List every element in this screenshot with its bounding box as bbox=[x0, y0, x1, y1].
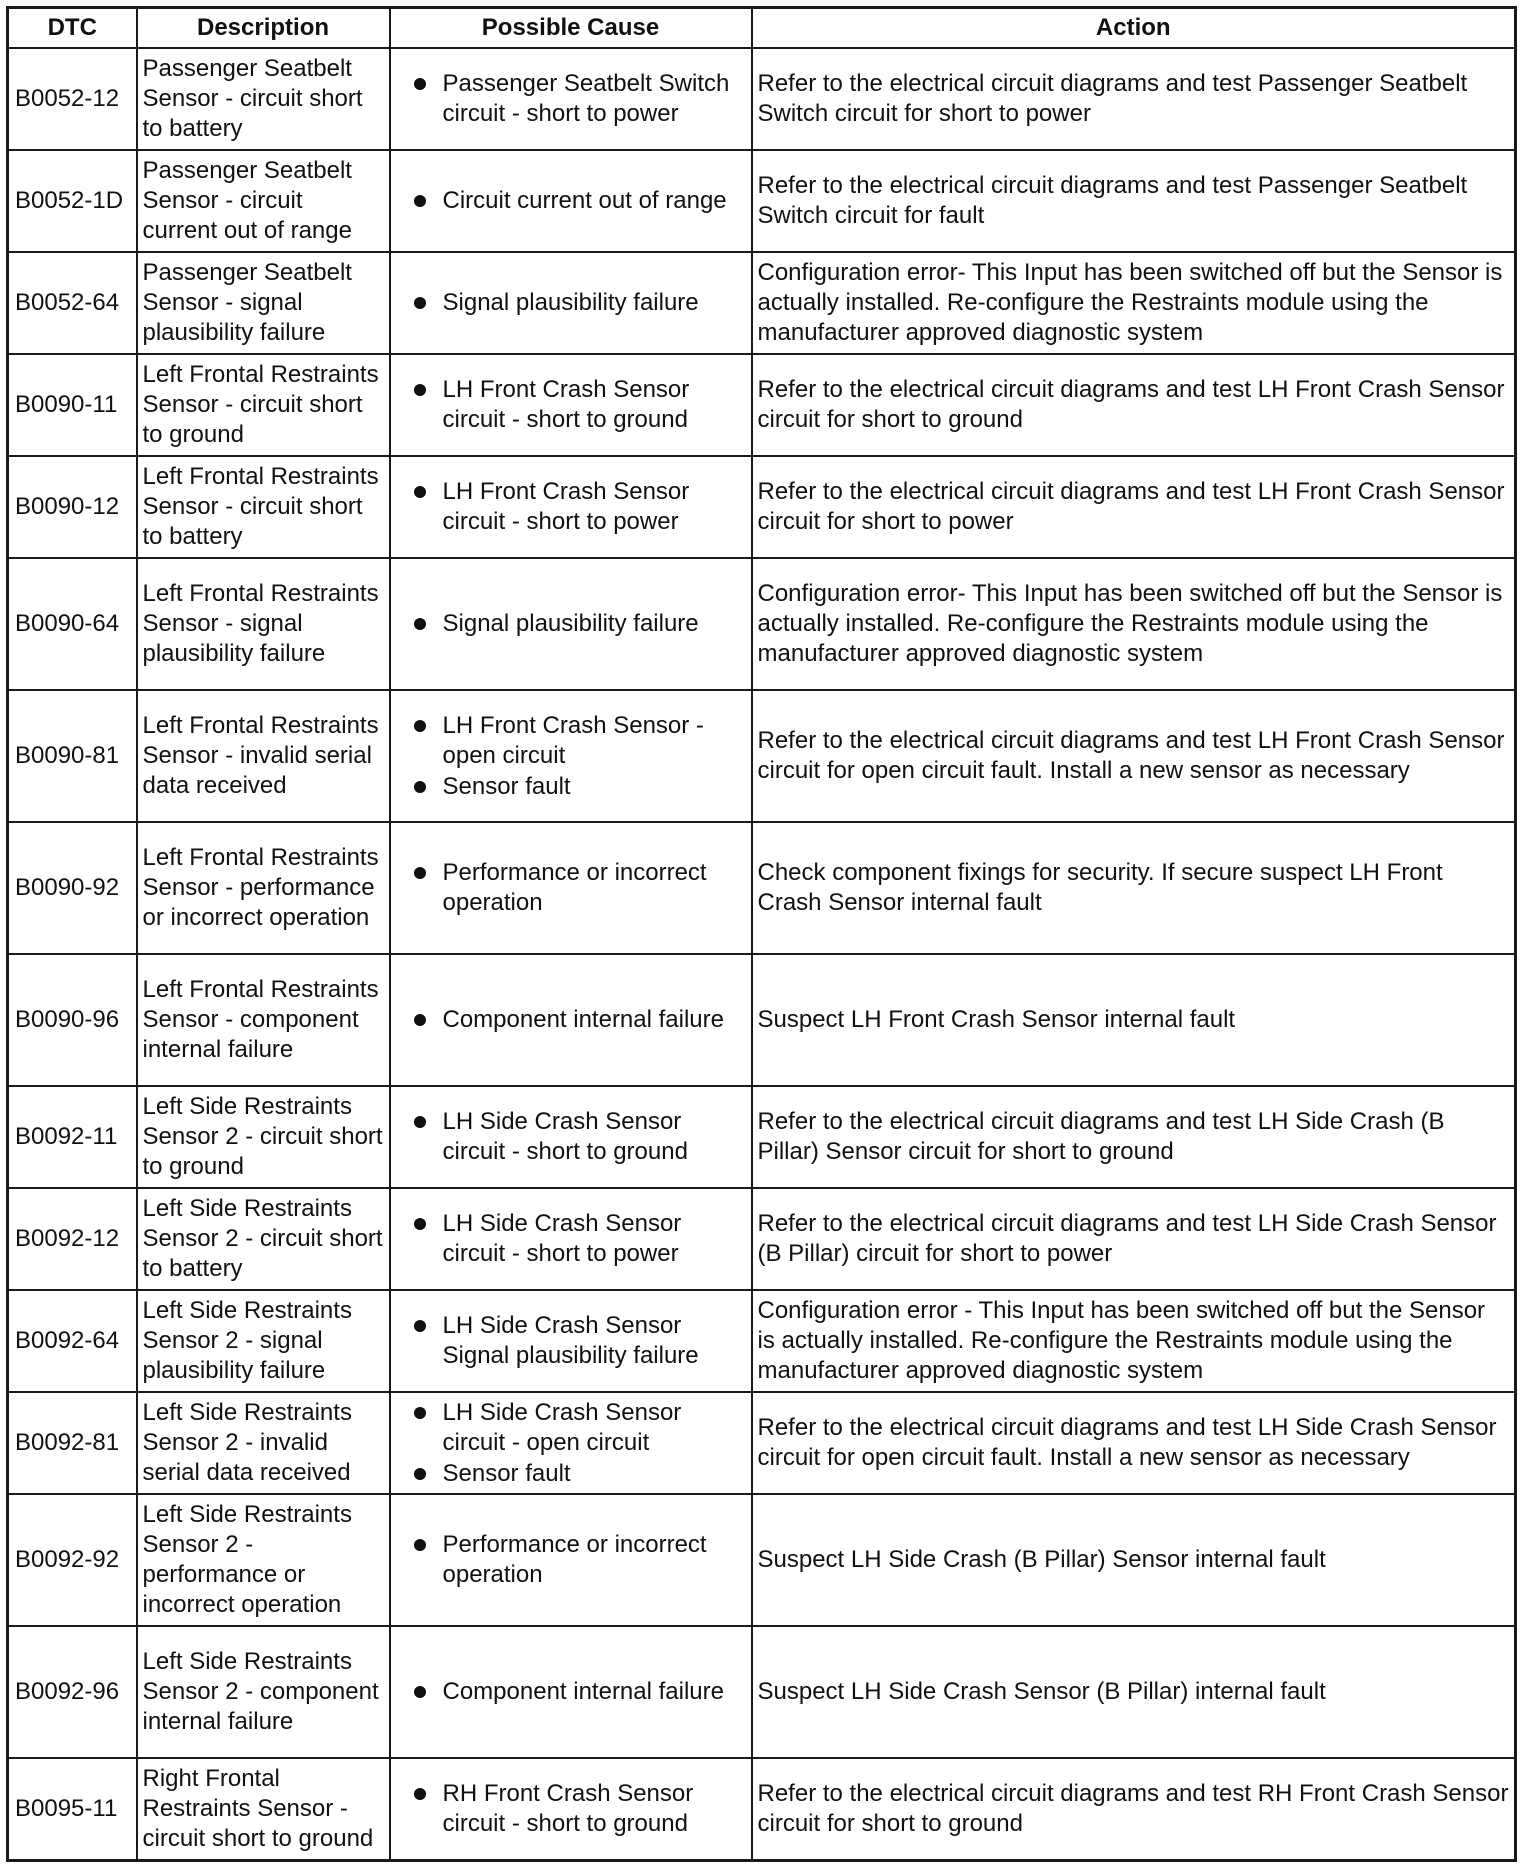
action-text: Refer to the electrical circuit diagrams and test RH Front Crash Sensor circuit for short to ground bbox=[752, 1758, 1516, 1860]
possible-cause-cell bbox=[390, 1626, 752, 1758]
cause-item: Sensor fault bbox=[413, 772, 747, 802]
table-row bbox=[8, 252, 1516, 354]
action-text: Refer to the electrical circuit diagrams and test LH Front Crash Sensor circuit for short to power bbox=[752, 456, 1516, 558]
dtc-description: Left Frontal Restraints Sensor - performance or incorrect operation bbox=[137, 822, 390, 954]
cause-item: Performance or incorrect operation bbox=[413, 1530, 747, 1590]
table-row bbox=[8, 822, 1516, 954]
cause-item: LH Side Crash Sensor circuit - short to power bbox=[413, 1209, 747, 1269]
dtc-code: B0092-81 bbox=[8, 1392, 137, 1494]
possible-cause-cell bbox=[390, 558, 752, 690]
dtc-description: Left Side Restraints Sensor 2 - invalid serial data received bbox=[137, 1392, 390, 1494]
dtc-table bbox=[6, 6, 1517, 1862]
action-text: Refer to the electrical circuit diagrams and test LH Side Crash Sensor (B Pillar) circuit for short to power bbox=[752, 1188, 1516, 1290]
dtc-code: B0090-96 bbox=[8, 954, 137, 1086]
dtc-description: Left Frontal Restraints Sensor - signal plausibility failure bbox=[137, 558, 390, 690]
table-row bbox=[8, 456, 1516, 558]
table-row bbox=[8, 1626, 1516, 1758]
possible-cause-cell bbox=[390, 954, 752, 1086]
dtc-description: Right Frontal Restraints Sensor - circuit short to ground bbox=[137, 1758, 390, 1860]
table-row bbox=[8, 954, 1516, 1086]
cause-item: Component internal failure bbox=[413, 1005, 747, 1035]
dtc-description: Passenger Seatbelt Sensor - circuit short to battery bbox=[137, 48, 390, 150]
cause-item: RH Front Crash Sensor circuit - short to ground bbox=[413, 1779, 747, 1839]
dtc-description: Left Side Restraints Sensor 2 - circuit short to battery bbox=[137, 1188, 390, 1290]
possible-cause-cell bbox=[390, 1188, 752, 1290]
action-text: Suspect LH Side Crash (B Pillar) Sensor internal fault bbox=[752, 1494, 1516, 1626]
dtc-code: B0092-11 bbox=[8, 1086, 137, 1188]
possible-cause-cell bbox=[390, 1494, 752, 1626]
cause-item: Performance or incorrect operation bbox=[413, 858, 747, 918]
header-action: Action bbox=[752, 8, 1516, 49]
dtc-description: Left Side Restraints Sensor 2 - performance or incorrect operation bbox=[137, 1494, 390, 1626]
possible-cause-cell bbox=[390, 354, 752, 456]
action-text: Refer to the electrical circuit diagrams and test LH Front Crash Sensor circuit for short to ground bbox=[752, 354, 1516, 456]
possible-cause-cell bbox=[390, 456, 752, 558]
table-body bbox=[8, 48, 1516, 1860]
dtc-code: B0090-64 bbox=[8, 558, 137, 690]
dtc-description: Left Side Restraints Sensor 2 - circuit short to ground bbox=[137, 1086, 390, 1188]
action-text: Refer to the electrical circuit diagrams and test Passenger Seatbelt Switch circuit for short to power bbox=[752, 48, 1516, 150]
action-text: Configuration error - This Input has been switched off but the Sensor is actually installed. Re-configure the Restraints module using the manufacturer approved diagnostic system bbox=[752, 1290, 1516, 1392]
table-row bbox=[8, 354, 1516, 456]
dtc-code: B0095-11 bbox=[8, 1758, 137, 1860]
action-text: Refer to the electrical circuit diagrams and test LH Front Crash Sensor circuit for open circuit fault. Install a new sensor as necessary bbox=[752, 690, 1516, 822]
possible-cause-cell bbox=[390, 1086, 752, 1188]
dtc-document bbox=[6, 6, 1514, 1862]
action-text: Configuration error- This Input has been switched off but the Sensor is actually installed. Re-configure the Restraints module using the manufacturer approved diagnostic system bbox=[752, 252, 1516, 354]
action-text: Suspect LH Side Crash Sensor (B Pillar) internal fault bbox=[752, 1626, 1516, 1758]
possible-cause-cell bbox=[390, 822, 752, 954]
table-row bbox=[8, 1188, 1516, 1290]
cause-item: Passenger Seatbelt Switch circuit - short to power bbox=[413, 69, 747, 129]
dtc-description: Left Frontal Restraints Sensor - circuit short to ground bbox=[137, 354, 390, 456]
cause-item: LH Front Crash Sensor - open circuit bbox=[413, 711, 747, 771]
cause-item: LH Front Crash Sensor circuit - short to ground bbox=[413, 375, 747, 435]
table-row bbox=[8, 150, 1516, 252]
cause-item: LH Front Crash Sensor circuit - short to power bbox=[413, 477, 747, 537]
action-text: Refer to the electrical circuit diagrams and test LH Side Crash (B Pillar) Sensor circuit for short to ground bbox=[752, 1086, 1516, 1188]
table-header-row bbox=[8, 8, 1516, 49]
dtc-code: B0052-1D bbox=[8, 150, 137, 252]
cause-item: LH Side Crash Sensor Signal plausibility failure bbox=[413, 1311, 747, 1371]
possible-cause-cell bbox=[390, 1758, 752, 1860]
dtc-code: B0052-64 bbox=[8, 252, 137, 354]
dtc-description: Left Side Restraints Sensor 2 - component internal failure bbox=[137, 1626, 390, 1758]
cause-item: Circuit current out of range bbox=[413, 186, 747, 216]
cause-item: LH Side Crash Sensor circuit - open circuit bbox=[413, 1398, 747, 1458]
table-row bbox=[8, 1290, 1516, 1392]
possible-cause-cell bbox=[390, 252, 752, 354]
table-row bbox=[8, 690, 1516, 822]
possible-cause-cell bbox=[390, 48, 752, 150]
dtc-code: B0092-64 bbox=[8, 1290, 137, 1392]
action-text: Check component fixings for security. If secure suspect LH Front Crash Sensor internal fault bbox=[752, 822, 1516, 954]
table-row bbox=[8, 1758, 1516, 1860]
dtc-code: B0092-12 bbox=[8, 1188, 137, 1290]
cause-item: Signal plausibility failure bbox=[413, 288, 747, 318]
table-row bbox=[8, 1494, 1516, 1626]
dtc-code: B0090-81 bbox=[8, 690, 137, 822]
dtc-description: Left Side Restraints Sensor 2 - signal plausibility failure bbox=[137, 1290, 390, 1392]
dtc-description: Left Frontal Restraints Sensor - invalid serial data received bbox=[137, 690, 390, 822]
header-description: Description bbox=[137, 8, 390, 49]
dtc-description: Left Frontal Restraints Sensor - circuit short to battery bbox=[137, 456, 390, 558]
header-possible-cause: Possible Cause bbox=[390, 8, 752, 49]
possible-cause-cell bbox=[390, 150, 752, 252]
dtc-code: B0092-92 bbox=[8, 1494, 137, 1626]
dtc-code: B0090-12 bbox=[8, 456, 137, 558]
dtc-code: B0090-11 bbox=[8, 354, 137, 456]
action-text: Refer to the electrical circuit diagrams and test LH Side Crash Sensor circuit for open circuit fault. Install a new sensor as necessary bbox=[752, 1392, 1516, 1494]
cause-item: Signal plausibility failure bbox=[413, 609, 747, 639]
possible-cause-cell bbox=[390, 690, 752, 822]
dtc-description: Passenger Seatbelt Sensor - signal plausibility failure bbox=[137, 252, 390, 354]
action-text: Configuration error- This Input has been switched off but the Sensor is actually installed. Re-configure the Restraints module using the manufacturer approved diagnostic system bbox=[752, 558, 1516, 690]
header-dtc: DTC bbox=[8, 8, 137, 49]
dtc-code: B0092-96 bbox=[8, 1626, 137, 1758]
dtc-description: Passenger Seatbelt Sensor - circuit current out of range bbox=[137, 150, 390, 252]
cause-item: Sensor fault bbox=[413, 1459, 747, 1489]
dtc-code: B0052-12 bbox=[8, 48, 137, 150]
action-text: Suspect LH Front Crash Sensor internal fault bbox=[752, 954, 1516, 1086]
action-text: Refer to the electrical circuit diagrams and test Passenger Seatbelt Switch circuit for fault bbox=[752, 150, 1516, 252]
table-row bbox=[8, 48, 1516, 150]
table-row bbox=[8, 1086, 1516, 1188]
cause-item: Component internal failure bbox=[413, 1677, 747, 1707]
dtc-description: Left Frontal Restraints Sensor - component internal failure bbox=[137, 954, 390, 1086]
possible-cause-cell bbox=[390, 1290, 752, 1392]
table-row bbox=[8, 558, 1516, 690]
possible-cause-cell bbox=[390, 1392, 752, 1494]
cause-item: LH Side Crash Sensor circuit - short to ground bbox=[413, 1107, 747, 1167]
dtc-code: B0090-92 bbox=[8, 822, 137, 954]
table-row bbox=[8, 1392, 1516, 1494]
